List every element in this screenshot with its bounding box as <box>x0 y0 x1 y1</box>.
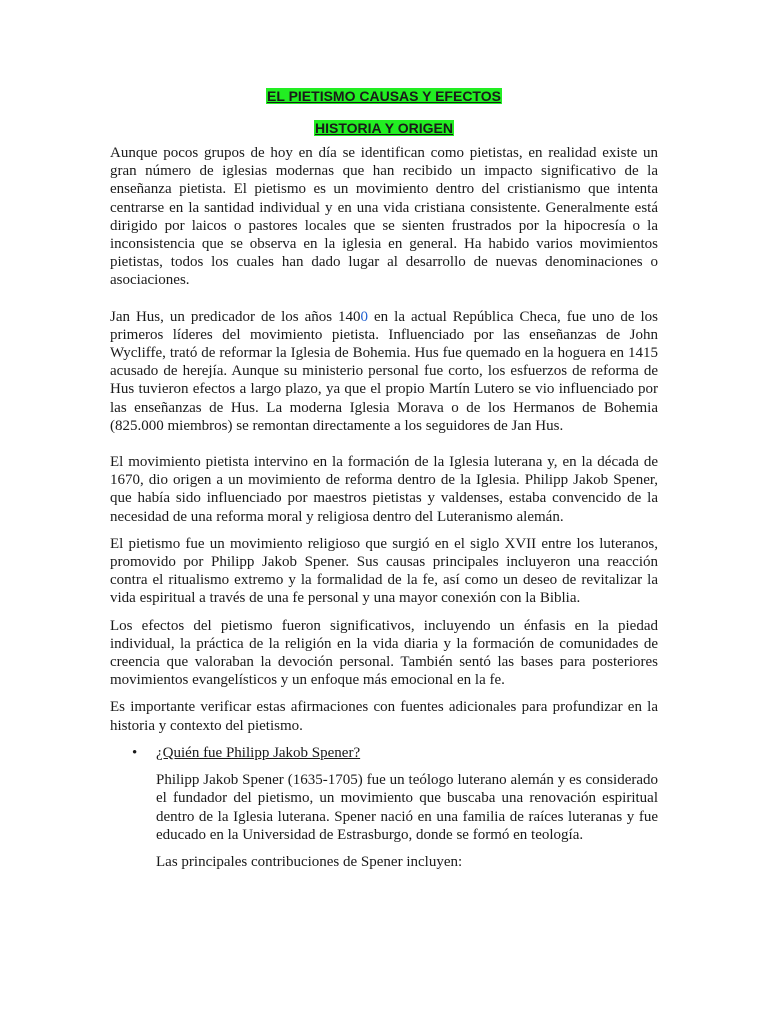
paragraph-jan-hus <box>110 308 658 435</box>
document-title <box>110 86 658 106</box>
highlighted-digit: 0 <box>360 308 369 325</box>
paragraph-lutheran: El movimiento pietista intervino en la formación de la Iglesia luterana y, en la década de 1670, dio origen a un movimiento de reforma dentro de la Iglesia. Philipp Jakob Spener, que había sido influenciado por maestros pietistas y valdenses, estaba convencido de la necesidad de una reforma moral y religiosa dentro del Luteranismo alemán. <box>110 454 658 525</box>
paragraph-contributions: Las principales contribuciones de Spener incluyen: <box>156 853 463 870</box>
document-subtitle-text: HISTORIA Y ORIGEN <box>315 120 453 136</box>
document-page <box>110 86 658 871</box>
paragraph-effects: Los efectos del pietismo fueron significativos, incluyendo un énfasis en la piedad individual, la práctica de la religión en la vida diaria y la formación de comunidades de creencia que valoraban la devoción personal. También sentó las bases para posteriores movimientos evangelísticos y un enfoque más emocional en la fe. <box>110 617 658 689</box>
paragraph-spener-bio: Philipp Jakob Spener (1635-1705) fue un teólogo luterano alemán y es considerado el fundador del pietismo, un movimiento que buscaba una renovación espiritual dentro de la Iglesia luterana. Spener nació en una familia de raíces luteranas y fue educado en la Universidad de Estrasburgo, donde se formó en teología. <box>156 772 658 843</box>
document-title-text: EL PIETISMO CAUSAS Y EFECTOS <box>267 88 501 104</box>
bullet-list <box>110 744 658 762</box>
paragraph-verify: Es importante verificar estas afirmaciones con fuentes adicionales para profundizar en la historia y contexto del pietismo. <box>110 699 658 734</box>
paragraph-intro: Aunque pocos grupos de hoy en día se identifican como pietistas, en realidad existe un gran número de iglesias modernas que han recibido un impacto significativo de la enseñanza pietista. El pietismo es un movimiento dentro del cristianismo que intenta centrarse en la santidad individual y en una vida cristiana consistente. Generalmente está dirigido por laicos o pastores locales que se sienten frustrados por la hipocresía o la inconsistencia que se observa en la iglesia en general. Ha habido varios movimientos pietistas, todos los cuales han dado lugar al desarrollo de nuevas denominaciones o asociaciones. <box>110 145 658 289</box>
bullet-question-spener: ¿Quién fue Philipp Jakob Spener? <box>156 744 361 761</box>
paragraph-jan-hus-rest: en la actual República Checa, fue uno de los primeros líderes del movimiento pietista. Influenciado por las enseñanzas de John Wycliffe, trató de reformar la Iglesia de Bohemia. Hus fue quemado en la hoguera en 1415 acusado de herejía. Aunque su ministerio personal fue corto, los esfuerzos de reforma de Hus tuvieron efectos a largo plazo, ya que el propio Martín Lutero se vio influenciado por las enseñanzas de Hus. La moderna Iglesia Morava o de los Hermanos de Bohemia (825.000 miembros) se remontan directamente a los seguidores de Jan Hus. <box>110 308 658 434</box>
bullet-icon: • <box>132 744 138 761</box>
paragraph-jan-hus-start: Jan Hus, un predicador de los años 140 <box>110 308 361 325</box>
document-subtitle <box>110 118 658 138</box>
paragraph-causes: El pietismo fue un movimiento religioso que surgió en el siglo XVII entre los luteranos, promovido por Philipp Jakob Spener. Sus causas principales incluyeron una reacción contra el ritualismo extremo y la formalidad de la fe, así como un deseo de revitalizar la vida espiritual a través de una fe personal y una mayor conexión con la Biblia. <box>110 535 658 607</box>
list-item <box>110 744 658 762</box>
